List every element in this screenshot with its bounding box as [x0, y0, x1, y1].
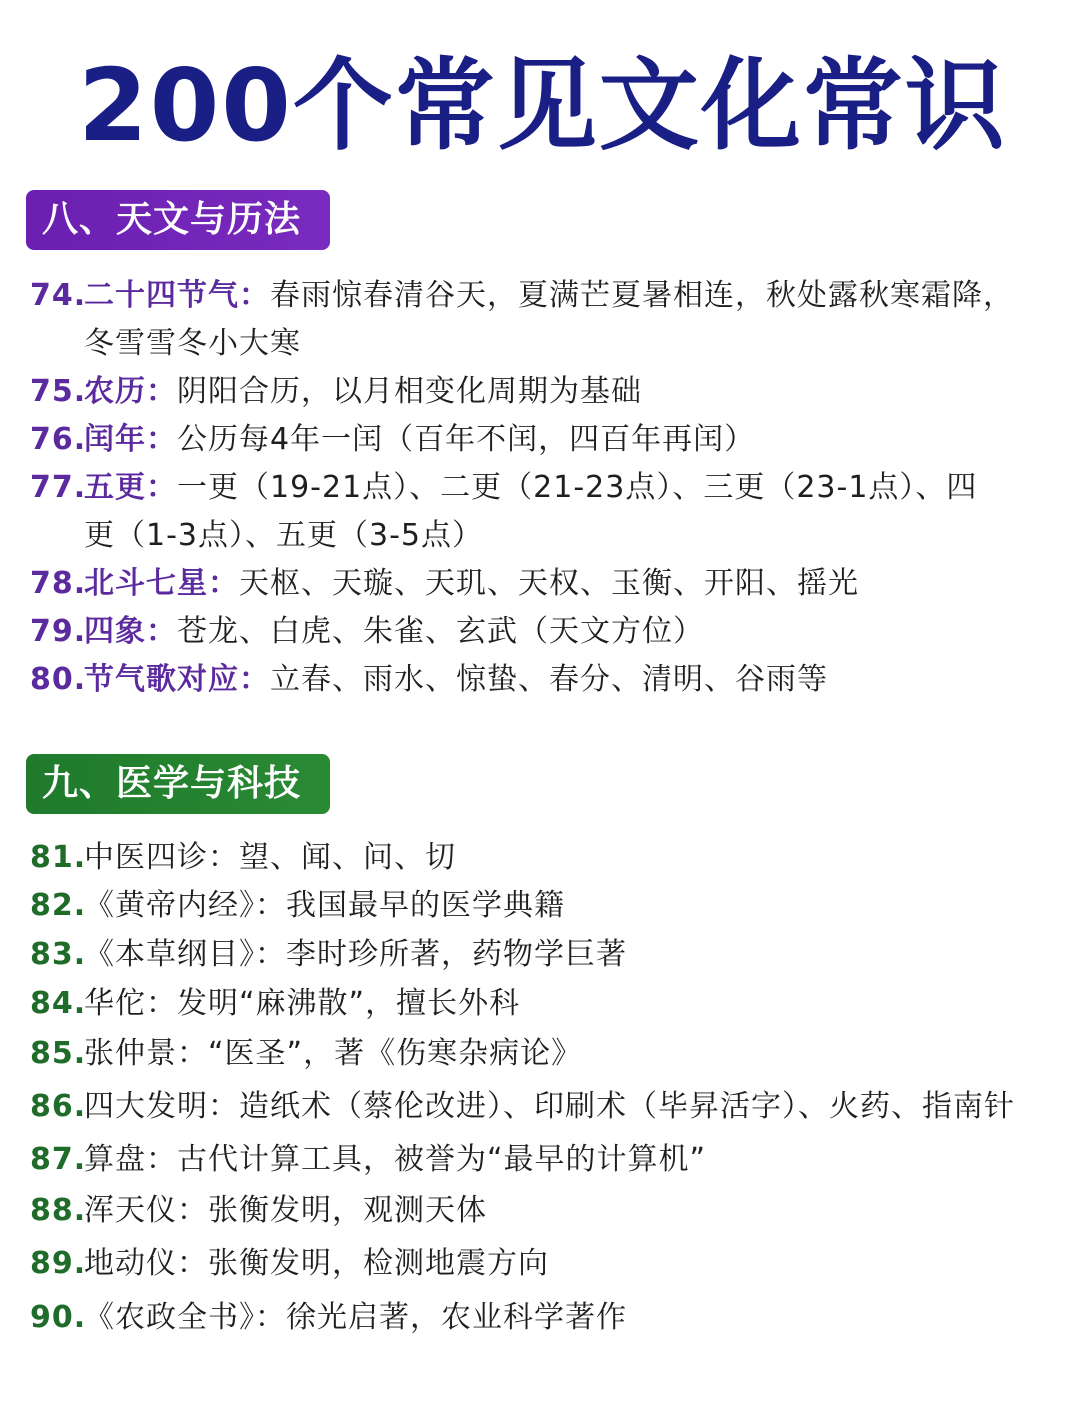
item-number: 80.: [30, 662, 87, 697]
item-text: 地动仪：张衡发明，检测地震方向: [84, 1246, 549, 1281]
item-number: 76.: [30, 422, 87, 457]
item-text: 算盘：古代计算工具，被誉为“最早的计算机”: [84, 1142, 707, 1177]
item-text: 立春、雨水、惊蛰、春分、清明、谷雨等: [270, 662, 828, 697]
item-text: 天枢、天璇、天玑、天权、玉衡、开阳、摇光: [239, 566, 859, 601]
item-key: 北斗七星：: [84, 566, 239, 601]
item-number: 87.: [30, 1142, 87, 1177]
list-item: [30, 1083, 1070, 1131]
page-title: 200个常见文化常识: [78, 47, 1007, 164]
list-item: [30, 1240, 1070, 1288]
item-key: 四象：: [84, 614, 177, 649]
item-text: 四大发明：造纸术（蔡伦改进）、印刷术（毕昇活字）、火药、指南针: [84, 1089, 1015, 1124]
item-text: 华佗：发明“麻沸散”，擅长外科: [84, 986, 521, 1021]
item-text: 公历每4年一闰（百年不闰，四百年再闰）: [177, 422, 756, 457]
item-text: 中医四诊：望、闻、问、切: [84, 840, 456, 875]
item-number: 86.: [30, 1089, 87, 1124]
list-item: [30, 1187, 1070, 1235]
item-text: 春雨惊春清谷天，夏满芒夏暑相连，秋处露秋寒霜降，: [270, 278, 1014, 313]
item-text-continued: 冬雪雪冬小大寒: [84, 326, 301, 361]
item-number: 79.: [30, 614, 87, 649]
list-item: [30, 834, 1070, 882]
list-item: [30, 980, 1070, 1028]
list-item: [30, 656, 1070, 704]
section-header-medicine: 九、医学与科技: [26, 754, 330, 814]
list-item: [30, 882, 1070, 930]
item-key: 农历：: [84, 374, 177, 409]
list-item: [30, 416, 1070, 464]
item-key: 节气歌对应：: [84, 662, 270, 697]
item-text-continued: 更（1-3点）、五更（3-5点）: [84, 518, 483, 553]
item-text: 浑天仪：张衡发明，观测天体: [84, 1193, 487, 1228]
item-number: 82.: [30, 888, 87, 923]
list-item: [30, 272, 1070, 368]
item-number: 84.: [30, 986, 87, 1021]
item-key: 二十四节气：: [84, 278, 270, 313]
item-number: 83.: [30, 937, 87, 972]
item-text: 阴阳合历，以月相变化周期为基础: [177, 374, 642, 409]
list-item: [30, 608, 1070, 656]
item-text: 张仲景：“医圣”，著《伤寒杂病论》: [84, 1036, 583, 1071]
item-number: 78.: [30, 566, 87, 601]
item-key: 五更：: [84, 470, 177, 505]
item-number: 75.: [30, 374, 87, 409]
item-text: 苍龙、白虎、朱雀、玄武（天文方位）: [177, 614, 704, 649]
item-text: 《黄帝内经》：我国最早的医学典籍: [84, 888, 565, 923]
list-item: [30, 464, 1070, 560]
list-item: [30, 931, 1070, 979]
item-number: 88.: [30, 1193, 87, 1228]
list-item: [30, 368, 1070, 416]
list-item: [30, 560, 1070, 608]
item-number: 90.: [30, 1300, 87, 1335]
item-text: 《农政全书》：徐光启著，农业科学著作: [84, 1300, 627, 1335]
list-item: [30, 1294, 1070, 1342]
item-number: 89.: [30, 1246, 87, 1281]
item-number: 77.: [30, 470, 87, 505]
item-text: 一更（19-21点）、二更（21-23点）、三更（23-1点）、四: [177, 470, 978, 505]
item-key: 闰年：: [84, 422, 177, 457]
section-header-astronomy: 八、天文与历法: [26, 190, 330, 250]
item-number: 85.: [30, 1036, 87, 1071]
item-number: 74.: [30, 278, 87, 313]
item-number: 81.: [30, 840, 87, 875]
item-text: 《本草纲目》：李时珍所著，药物学巨著: [84, 937, 627, 972]
list-item: [30, 1030, 1070, 1078]
list-item: [30, 1136, 1070, 1184]
